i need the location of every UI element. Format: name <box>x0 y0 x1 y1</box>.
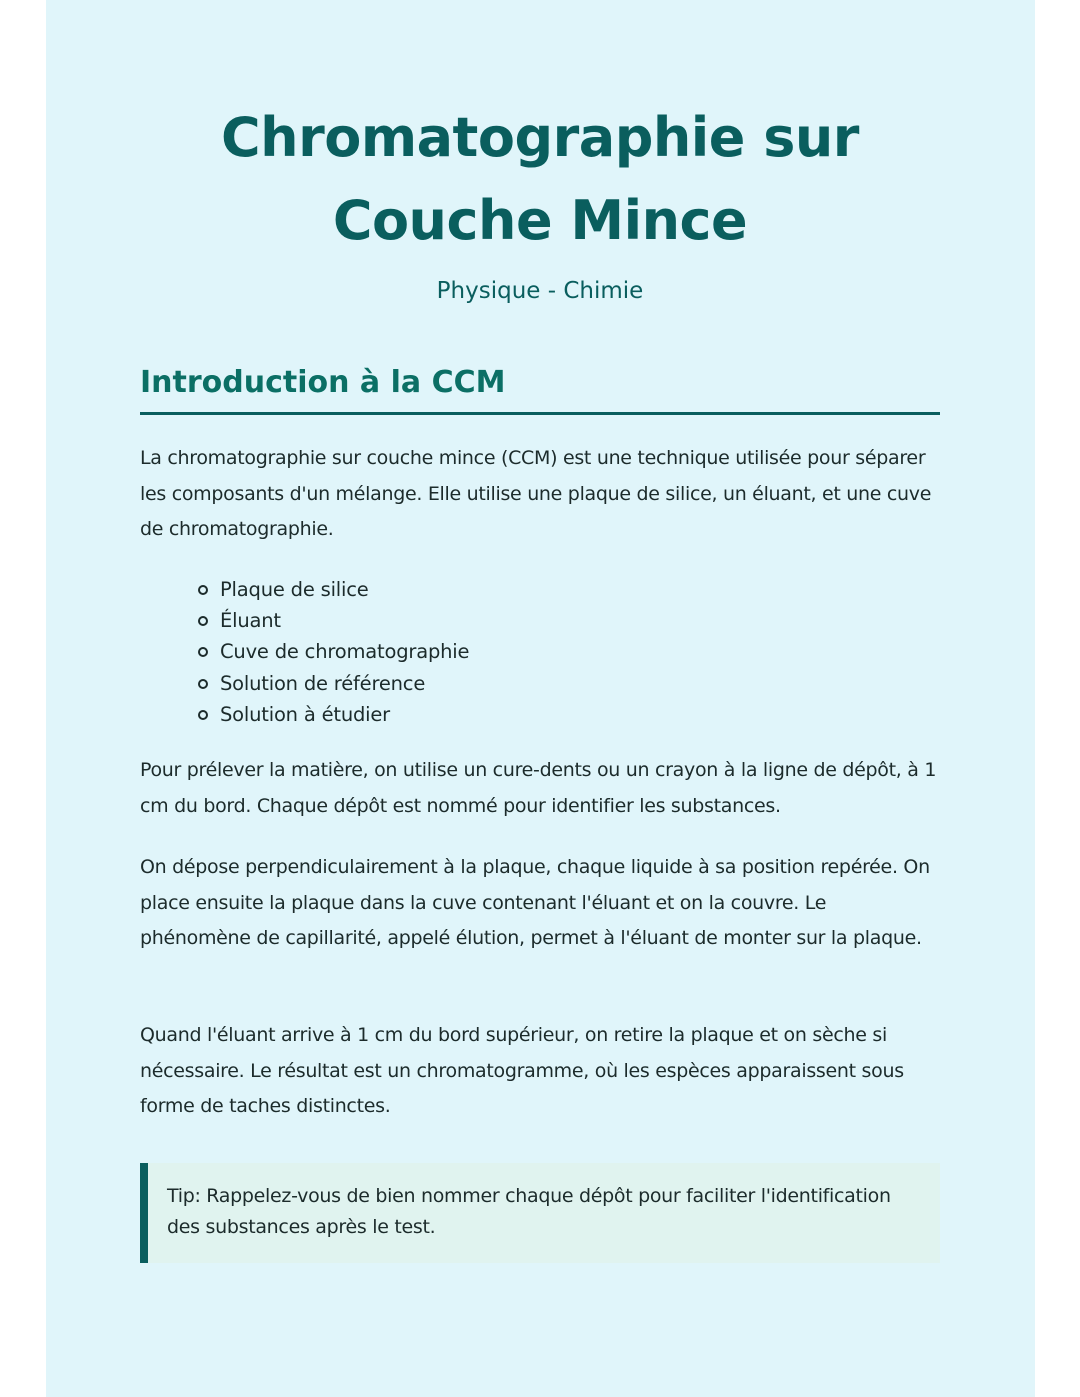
title-line-1: Chromatographie sur <box>221 106 859 169</box>
list-item: Solution à étudier <box>198 699 469 730</box>
document-subtitle: Physique - Chimie <box>436 278 644 304</box>
section-divider <box>140 412 940 415</box>
list-item: Éluant <box>198 605 469 636</box>
sampling-paragraph: Pour prélever la matière, on utilise un cure-dents ou un crayon à la ligne de dépôt, à 1 cm du bord. Chaque dépôt est nommé pour identifier les substances. <box>140 759 937 817</box>
bullet-circle-icon <box>198 616 208 626</box>
bullet-circle-icon <box>198 647 208 657</box>
result-paragraph: Quand l'éluant arrive à 1 cm du bord supérieur, on retire la plaque et on sèche si nécessaire. Le résultat est un chromatogramme, où les espèces apparaissent sous forme de taches distinctes. <box>140 1024 904 1117</box>
list-item: Plaque de silice <box>198 574 469 605</box>
materials-list <box>198 574 469 730</box>
list-item: Solution de référence <box>198 668 469 699</box>
tip-text: Tip: Rappelez-vous de bien nommer chaque dépôt pour faciliter l'identification des substances après le test. <box>167 1185 891 1238</box>
deposit-paragraph: On dépose perpendiculairement à la plaque, chaque liquide à sa position repérée. On place ensuite la plaque dans la cuve contenant l'éluant et on la couvre. Le phénomène de capillarité, appelé élution, permet à l'éluant de monter sur la plaque. <box>140 856 930 949</box>
document-title <box>140 96 940 262</box>
title-line-2: Couche Mince <box>332 189 748 252</box>
intro-paragraph: La chromatographie sur couche mince (CCM) est une technique utilisée pour séparer les composants d'un mélange. Elle utilise une plaque de silice, un éluant, et une cuve de chromatographie. <box>140 447 932 540</box>
bullet-circle-icon <box>198 679 208 689</box>
list-item: Cuve de chromatographie <box>198 636 469 667</box>
tip-callout <box>140 1163 940 1263</box>
tip-accent-bar <box>140 1163 148 1263</box>
section-heading: Introduction à la CCM <box>140 365 506 400</box>
document-page <box>46 0 1035 1397</box>
bullet-circle-icon <box>198 585 208 595</box>
bullet-circle-icon <box>198 710 208 720</box>
